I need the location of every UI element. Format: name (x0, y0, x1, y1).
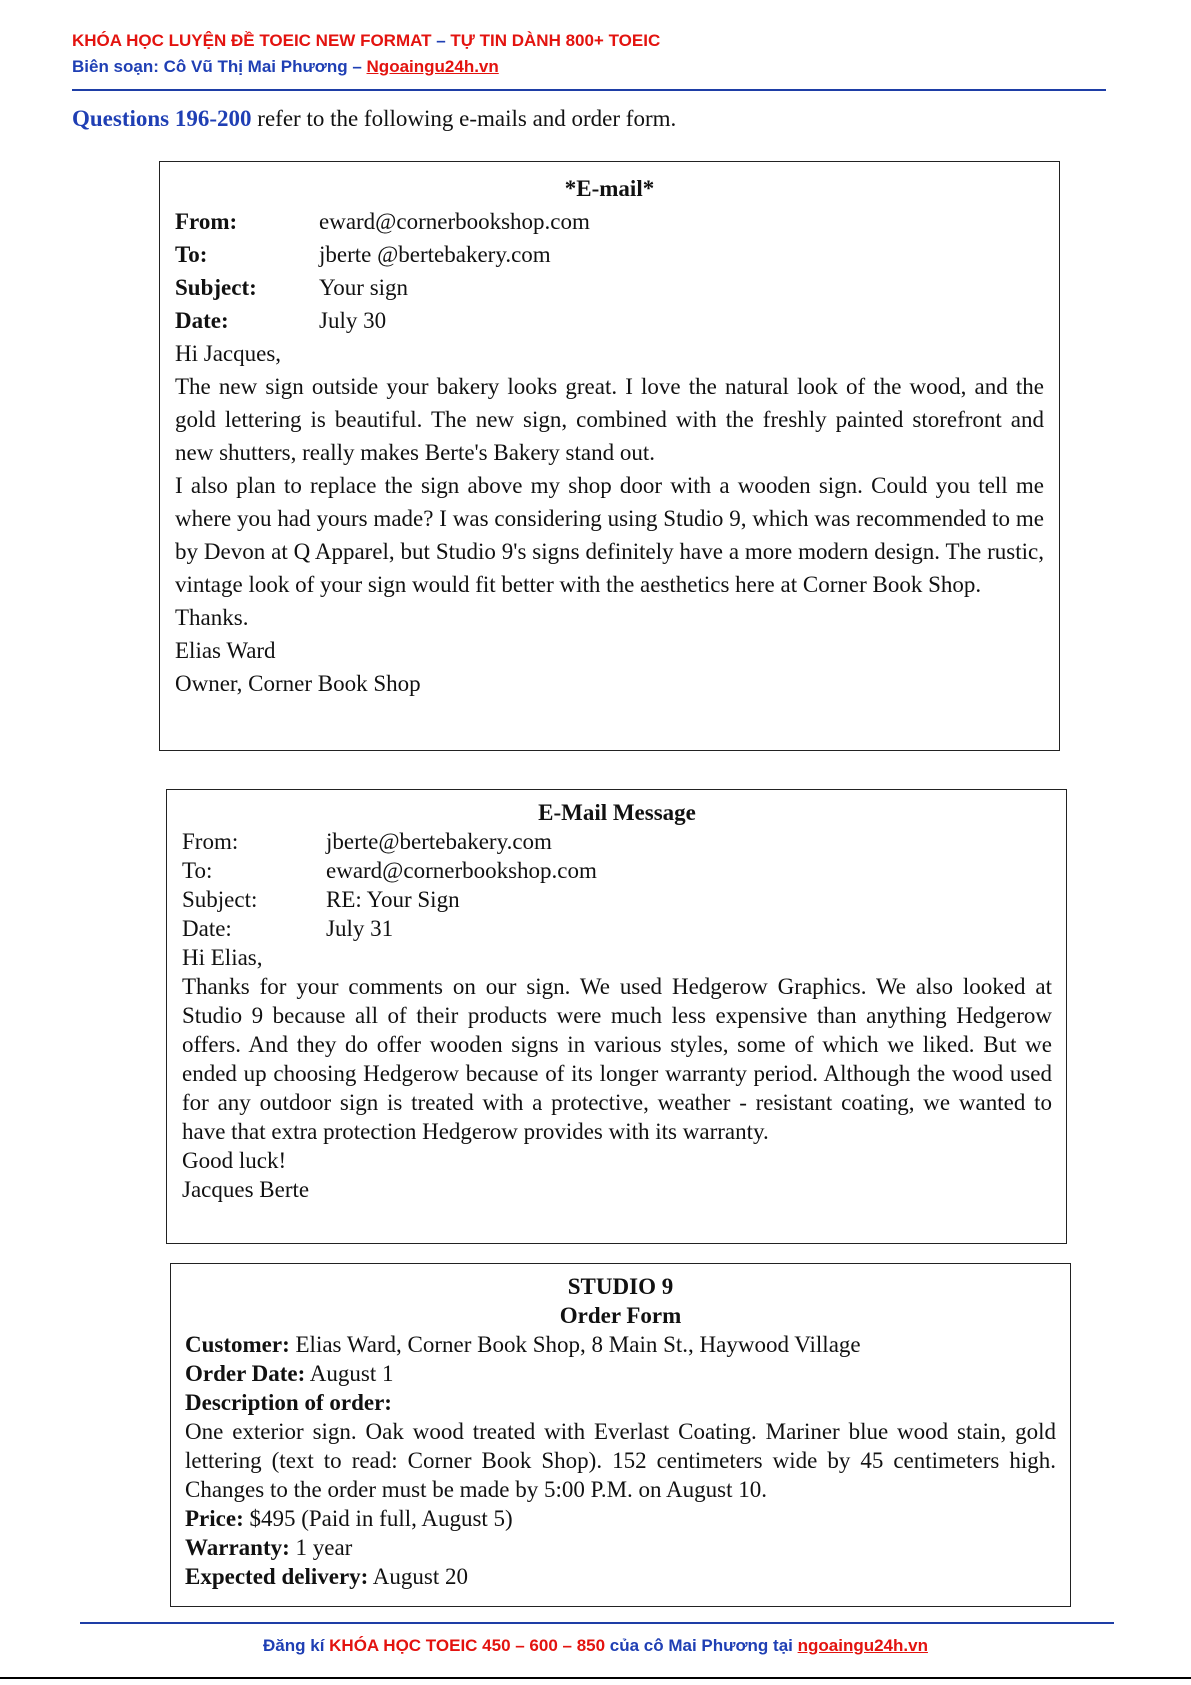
email-1-signature-name: Elias Ward (175, 638, 276, 663)
order-date-value: August 1 (305, 1361, 394, 1386)
subject-value: RE: Your Sign (326, 887, 460, 912)
questions-intro (72, 106, 676, 132)
header-course-title (72, 28, 660, 54)
date-value: July 31 (326, 916, 394, 941)
price-label: Price: (185, 1506, 244, 1531)
page-header (72, 28, 660, 80)
email-1-from-row (175, 205, 1044, 238)
footer-middle: của cô Mai Phương tại (605, 1636, 798, 1655)
email-2-paragraph-1: Thanks for your comments on our sign. We used Hedgerow Graphics. We also looked at Studio 9 because all of their products were much less expensive than anything Hedgerow offers. And they do offer wooden signs in various styles, some of which we liked. But we ended up choosing Hedgerow because of its longer warranty period. Although the wood used for any outdoor sign is treated with a protective, weather - resistant coating, we wanted to have that extra protection Hedgerow provides with its warranty. (182, 974, 1052, 1144)
subject-label: Subject: (175, 275, 257, 300)
header-divider (72, 89, 1106, 91)
to-label: To: (175, 242, 208, 267)
email-2-date-row (182, 914, 1052, 943)
from-value: jberte@bertebakery.com (326, 829, 552, 854)
email-1 (159, 161, 1060, 751)
email-1-greeting: Hi Jacques, (175, 341, 282, 366)
warranty-value: 1 year (289, 1535, 353, 1560)
order-price-row (185, 1504, 1056, 1533)
email-1-paragraph-2: I also plan to replace the sign above my shop door with a wooden sign. Could you tell me where you had yours made? I was considering using Studio 9, which was recommended to me by Devon at Q Apparel, but Studio 9's signs definitely have a more modern design. The rustic, vintage look of your sign would fit better with the aesthetics here at Corner Book Shop. (175, 473, 1044, 597)
to-label: To: (182, 858, 213, 883)
delivery-label: Expected delivery: (185, 1564, 369, 1589)
page-footer (0, 1636, 1191, 1656)
subject-label: Subject: (182, 887, 258, 912)
order-delivery-row (185, 1562, 1056, 1591)
to-value: eward@cornerbookshop.com (326, 858, 597, 883)
email-2-title: E-Mail Message (538, 800, 696, 825)
footer-divider (80, 1622, 1114, 1624)
date-label: Date: (182, 916, 232, 941)
header-author-text: Biên soạn: Cô Vũ Thị Mai Phương – (72, 57, 367, 76)
from-label: From: (182, 829, 239, 854)
header-course-name: KHÓA HỌC LUYỆN ĐỀ TOEIC NEW FORMAT (72, 31, 432, 50)
order-form-company: STUDIO 9 (567, 1274, 674, 1299)
customer-label: Customer: (185, 1332, 290, 1357)
footer-prefix: Đăng kí (263, 1636, 330, 1655)
bottom-rule (0, 1677, 1191, 1679)
email-1-title: *E-mail* (564, 176, 655, 201)
email-2-closing: Good luck! (182, 1148, 287, 1173)
from-value: eward@cornerbookshop.com (319, 209, 590, 234)
header-separator: – (431, 31, 451, 50)
questions-intro-text: refer to the following e-mails and order form. (251, 106, 677, 131)
order-form-title: Order Form (559, 1303, 682, 1328)
order-warranty-row (185, 1533, 1056, 1562)
from-label: From: (175, 209, 238, 234)
customer-value: Elias Ward, Corner Book Shop, 8 Main St., Haywood Village (289, 1332, 861, 1357)
footer-site-link[interactable]: ngoaingu24h.vn (797, 1636, 928, 1655)
email-2 (166, 789, 1067, 1244)
email-1-closing: Thanks. (175, 605, 249, 630)
date-label: Date: (175, 308, 229, 333)
email-1-date-row (175, 304, 1044, 337)
email-1-subject-row (175, 271, 1044, 304)
description-value: One exterior sign. Oak wood treated with Everlast Coating. Mariner blue wood stain, gold lettering (text to read: Corner Book Shop). 152 centimeters wide by 45 centimeters high. Changes to the order must be made by 5:00 P.M. on August 10. (185, 1419, 1056, 1502)
email-1-paragraph-1: The new sign outside your bakery looks great. I love the natural look of the wood, and the gold lettering is beautiful. The new sign, combined with the freshly painted storefront and new shutters, really makes Berte's Bakery stand out. (175, 374, 1044, 465)
to-value: jberte @bertebakery.com (319, 242, 551, 267)
email-2-signature-name: Jacques Berte (182, 1177, 310, 1202)
email-1-to-row (175, 238, 1044, 271)
header-site-link[interactable]: Ngoaingu24h.vn (366, 57, 499, 76)
email-2-subject-row (182, 885, 1052, 914)
warranty-label: Warranty: (185, 1535, 290, 1560)
email-2-greeting: Hi Elias, (182, 945, 263, 970)
order-customer-row (185, 1330, 1056, 1359)
email-1-signature-role: Owner, Corner Book Shop (175, 671, 421, 696)
email-2-to-row (182, 856, 1052, 885)
order-date-row (185, 1359, 1056, 1388)
order-form (170, 1263, 1071, 1607)
price-value: $495 (Paid in full, August 5) (243, 1506, 513, 1531)
order-date-label: Order Date: (185, 1361, 306, 1386)
footer-course: KHÓA HỌC TOEIC 450 – 600 – 850 (329, 1636, 606, 1655)
email-2-from-row (182, 827, 1052, 856)
header-course-tagline: TỰ TIN DÀNH 800+ TOEIC (450, 31, 661, 50)
delivery-value: August 20 (368, 1564, 469, 1589)
questions-range: Questions 196-200 (72, 106, 252, 131)
description-label: Description of order: (185, 1390, 392, 1415)
header-author (72, 54, 660, 80)
date-value: July 30 (319, 308, 387, 333)
subject-value: Your sign (319, 275, 409, 300)
